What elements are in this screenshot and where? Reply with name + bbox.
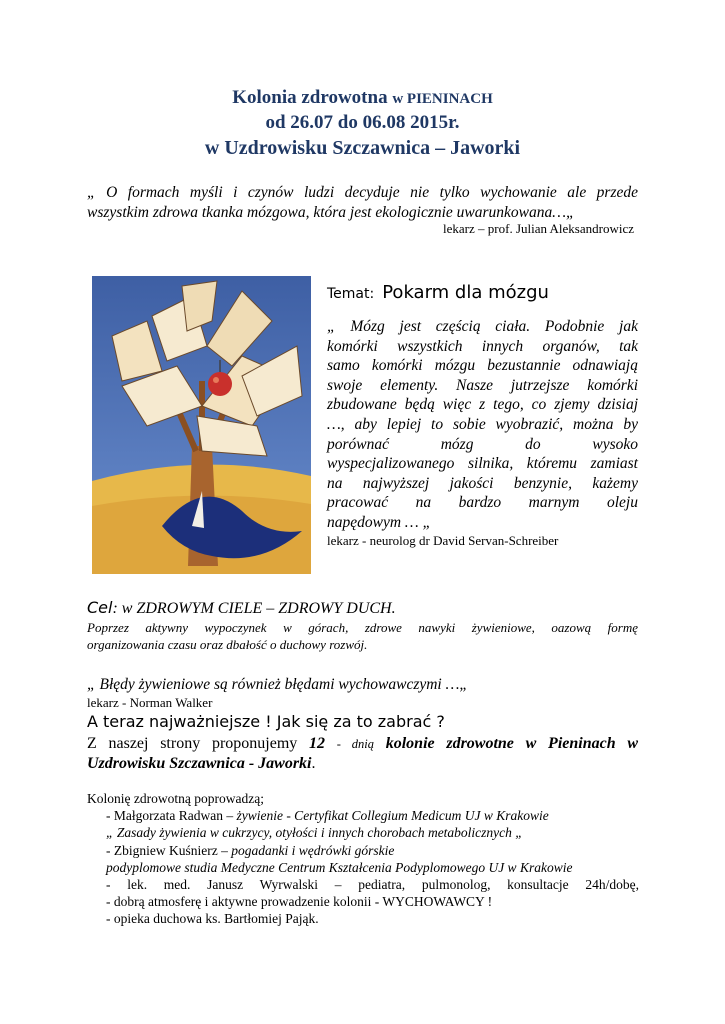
list-item: - opieka duchowa ks. Bartłomiej Pająk. [106,911,319,927]
list-item-detail: podyplomowe studia Medyczne Centrum Kształcenia Podyplomowego UJ w Krakowie [106,859,573,875]
offer-line-2: Uzdrowisku Szczawnica - Jaworki. [87,755,316,772]
topic-label: Temat: [327,286,375,302]
header-location: w Uzdrowisku Szczawnica – Jaworki [204,137,521,159]
topic-title: Pokarm dla mózgu [382,282,549,303]
topic-heading [327,282,549,303]
opening-quote: „ O formach myśli i czynów ludzi decyduje nie tylko wychowanie ale przede wszystkim zdrowa tkanka mózgowa, która jest ekologicznie uwarunkowana…„ [87,184,638,221]
walker-quote: „ Błędy żywieniowe są również błędami wychowawczymi …„ [87,676,469,693]
goal-label: Cel [87,598,113,617]
staff-intro: Kolonię zdrowotną poprowadzą; [87,791,264,806]
walker-quote-author: lekarz - Norman Walker [87,695,213,710]
list-item: - lek. med. Janusz Wyrwalski – pediatra, pulmonolog, konsultacje 24h/dobę, [106,877,639,893]
list-item-detail: „ Zasady żywienia w cukrzycy, otyłości i innych chorobach metabolicznych „ [106,825,523,841]
goal-description-line-1: Poprzez aktywny wypoczynek w górach, zdrowe nawyki żywieniowe, oazową formę [87,620,638,635]
goal-description-line-2: organizowania czasu oraz dbałość o duchowy rozwój. [87,637,368,652]
tree-of-books-illustration [92,276,311,574]
document-header [0,86,725,161]
staff-list [87,790,647,928]
header-line-1: Kolonia zdrowotna w PIENINACH [232,87,493,108]
list-item: - dobrą atmosferę i aktywne prowadzenie kolonii - WYCHOWAWCY ! [106,894,493,910]
offer-line-1: Z naszej strony proponujemy 12 - dnią kolonie zdrowotne w Pieninach w [87,735,639,752]
header-dates: od 26.07 do 06.08 2015r. [265,112,460,133]
goal-heading [87,598,396,618]
main-headline: A teraz najważniejsze ! Jak się za to zabrać ? [87,712,445,731]
list-item: - Małgorzata Radwan – żywienie - Certyfikat Collegium Medicum UJ w Krakowie [106,808,549,824]
goal-text: : w ZDROWYM CIELE – ZDROWY DUCH. [112,600,396,617]
list-item: - Zbigniew Kuśnierz – pogadanki i wędrówki górskie [106,842,395,858]
brain-quote-author: lekarz - neurolog dr David Servan-Schreiber [327,533,559,548]
opening-quote-author: lekarz – prof. Julian Aleksandrowicz [443,221,634,236]
brain-quote: „ Mózg jest częścią ciała. Podobnie jak komórki wszystkich innych organów, tak samo komórki mózgu bezustannie odnawiają swoje elementy. Nasze jutrzejsze komórki zbudowane będą więc z tego, co zjemy dzisiaj …, aby lepiej to sobie wyobrazić, można by porównać mózg do wysoko wyspecjalizowanego silnika, któremu zamiast na najwyższej jakości benzynie, każemy pracować na bardzo marnym oleju napędowym … „ [327,318,638,531]
